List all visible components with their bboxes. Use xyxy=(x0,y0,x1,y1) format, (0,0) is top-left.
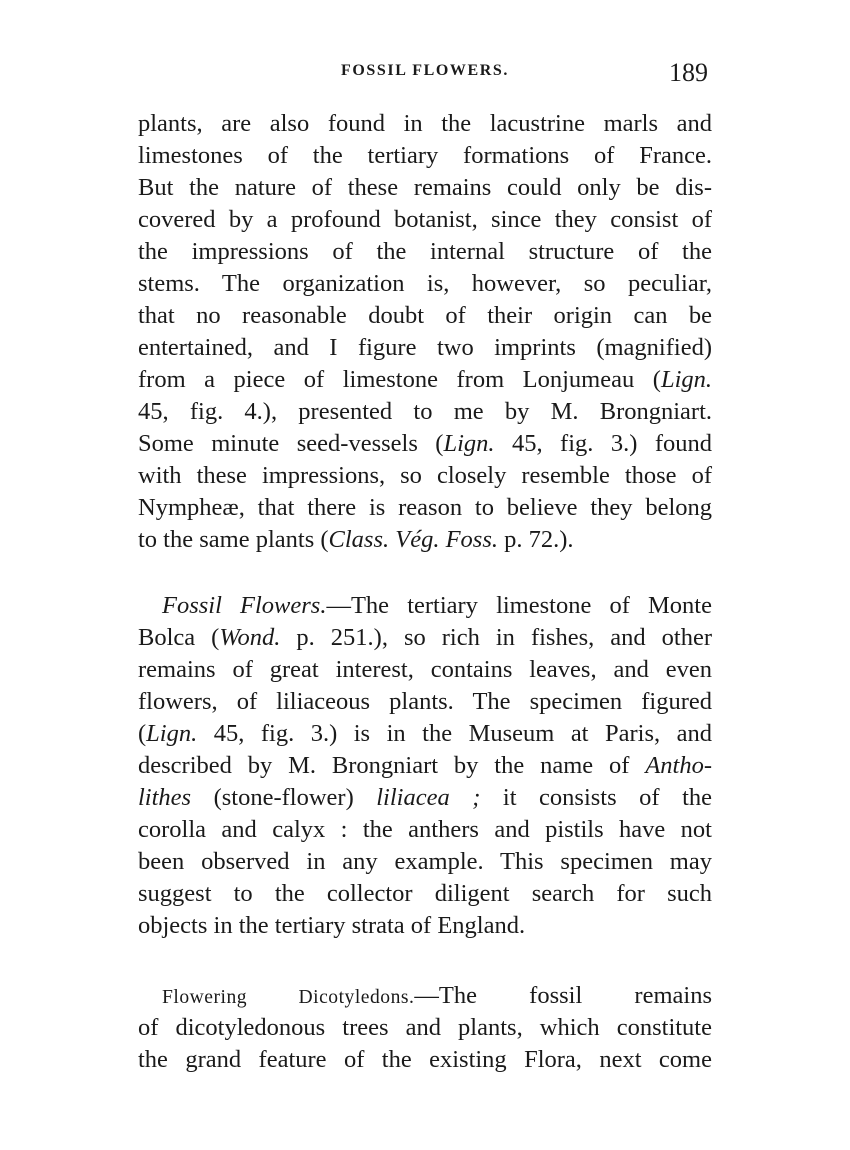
text-run: to the same plants ( xyxy=(138,526,329,553)
text-line xyxy=(138,718,712,750)
text-line xyxy=(138,622,712,654)
section-heading: Fossil Flowers. xyxy=(162,592,327,619)
text-line: Nympheæ, that there is reason to believe they belong xyxy=(138,494,712,521)
text-run: (stone-flower) xyxy=(191,784,377,811)
text-line: limestones of the tertiary formations of France. xyxy=(138,142,712,169)
italic-term: liliacea ; xyxy=(376,784,481,811)
text-run: described by M. Brongniart by the name of xyxy=(138,752,646,779)
text-line xyxy=(162,590,712,622)
text-line: the impressions of the internal structure of the xyxy=(138,238,712,265)
text-run: it consists of the xyxy=(480,784,712,811)
text-line xyxy=(138,782,712,814)
italic-citation: Wond. xyxy=(219,624,281,651)
text-line: suggest to the collector diligent search for such xyxy=(138,880,712,907)
text-line xyxy=(162,980,712,1012)
text-line: stems. The organization is, however, so peculiar, xyxy=(138,270,712,297)
text-run: —The tertiary limestone of Monte xyxy=(326,592,712,619)
text-line: objects in the tertiary strata of England. xyxy=(138,912,526,939)
text-line xyxy=(138,364,712,396)
text-line: entertained, and I figure two imprints (magnified) xyxy=(138,334,712,361)
text-run: p. 251.), so rich in fishes, and other xyxy=(280,624,712,651)
text-line xyxy=(138,524,712,556)
italic-citation: Lign. xyxy=(443,430,495,457)
text-line xyxy=(138,750,712,782)
page-header xyxy=(138,58,712,92)
text-line: 45, fig. 4.), presented to me by M. Brongniart. xyxy=(138,398,712,425)
text-line: plants, are also found in the lacustrine marls and xyxy=(138,110,712,137)
text-line: that no reasonable doubt of their origin can be xyxy=(138,302,712,329)
text-run: ( xyxy=(138,720,147,747)
text-line: flowers, of liliaceous plants. The specimen figured xyxy=(138,688,712,715)
text-run: p. 72.). xyxy=(497,526,574,553)
text-line: covered by a profound botanist, since they consist of xyxy=(138,206,712,233)
italic-term: Antho- xyxy=(645,752,712,779)
running-title: FOSSIL FLOWERS. xyxy=(340,62,510,79)
text-run: 45, fig. 3.) found xyxy=(494,430,712,457)
text-line: remains of great interest, contains leaves, and even xyxy=(138,656,712,683)
page-number: 189 xyxy=(669,58,708,87)
italic-citation: Lign. xyxy=(660,366,712,393)
italic-citation: Class. Vég. Foss. xyxy=(328,526,498,553)
italic-term: lithes xyxy=(138,784,192,811)
text-line: been observed in any example. This specimen may xyxy=(138,848,712,875)
text-line: with these impressions, so closely resemble those of xyxy=(138,462,712,489)
text-line: But the nature of these remains could only be dis- xyxy=(138,174,712,201)
section-heading: Flowering Dicotyledons. xyxy=(162,987,415,1008)
text-run: Some minute seed-vessels ( xyxy=(138,430,444,457)
text-line xyxy=(138,428,712,460)
text-line: of dicotyledonous trees and plants, which constitute xyxy=(138,1014,712,1041)
text-run: 45, fig. 3.) is in the Museum at Paris, and xyxy=(197,720,712,747)
italic-citation: Lign. xyxy=(146,720,198,747)
text-run: from a piece of limestone from Lonjumeau ( xyxy=(138,366,661,393)
text-run: Bolca ( xyxy=(138,624,220,651)
text-line: corolla and calyx : the anthers and pistils have not xyxy=(138,816,712,843)
text-run: —The fossil remains xyxy=(414,982,712,1009)
text-line: the grand feature of the existing Flora, next come xyxy=(138,1046,712,1073)
